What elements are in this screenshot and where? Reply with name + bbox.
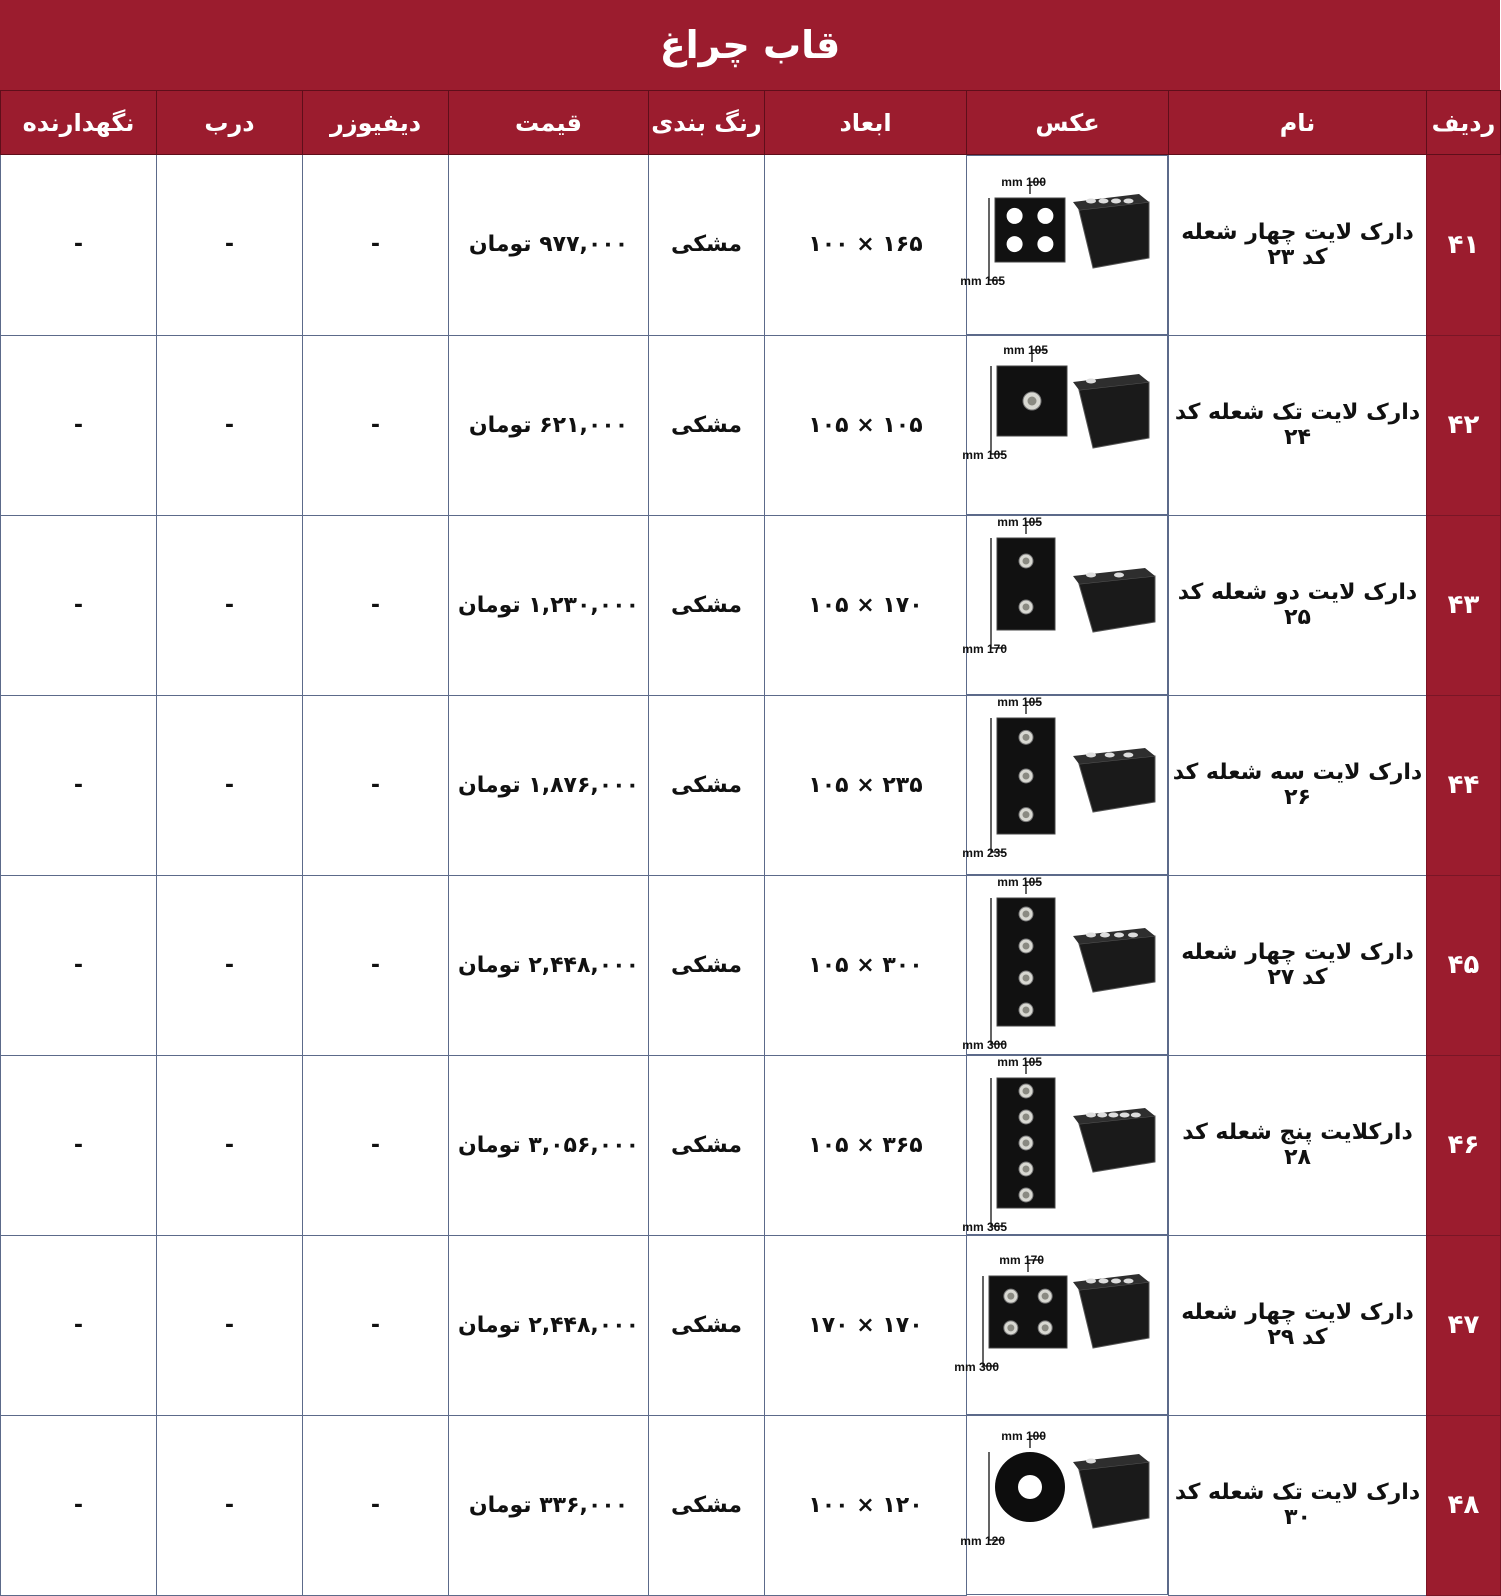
table-row: [1, 875, 1501, 1055]
photo-width-label: 100 mm: [1001, 1429, 1046, 1443]
product-dimensions: ۱۰۵ × ۱۷۰: [765, 515, 967, 695]
photo-length-label: 365 mm: [962, 1220, 1007, 1234]
product-photo: [960, 155, 1168, 335]
photo-length-label: 120 mm: [960, 1534, 1005, 1548]
product-name: دارک لایت چهار شعله کد ۲۷: [1169, 875, 1427, 1055]
product-color: مشکی: [649, 335, 765, 515]
product-price: ۲,۴۴۸,۰۰۰ تومان: [449, 1235, 649, 1415]
product-price: ۱,۸۷۶,۰۰۰ تومان: [449, 695, 649, 875]
photo-width-label: 105 mm: [997, 875, 1042, 889]
header-row: [1, 91, 1501, 155]
product-color: مشکی: [649, 155, 765, 336]
col-header-color: رنگ بندی: [649, 91, 765, 155]
diffuser-value: -: [303, 335, 449, 515]
product-color: مشکی: [649, 875, 765, 1055]
product-photo: [962, 695, 1168, 875]
photo-width-label: 105 mm: [1003, 343, 1048, 357]
door-value: -: [157, 1415, 303, 1595]
diffuser-value: -: [303, 875, 449, 1055]
holder-value: -: [1, 1055, 157, 1235]
product-photo-image: [962, 695, 1167, 868]
holder-value: -: [1, 1415, 157, 1595]
door-value: -: [157, 875, 303, 1055]
photo-length-label: 170 mm: [962, 642, 1007, 656]
photo-length-label: 165 mm: [960, 274, 1005, 288]
table-row: [1, 1235, 1501, 1415]
product-photo: [962, 875, 1168, 1055]
diffuser-value: -: [303, 1055, 449, 1235]
product-color: مشکی: [649, 1415, 765, 1595]
col-header-name: نام: [1169, 91, 1427, 155]
product-photo-image: [962, 875, 1167, 1052]
row-number: ۴۱: [1427, 155, 1501, 336]
door-value: -: [157, 515, 303, 695]
product-dimensions: ۱۰۰ × ۱۶۵: [765, 155, 967, 336]
door-value: -: [157, 1235, 303, 1415]
col-header-row: ردیف: [1427, 91, 1501, 155]
photo-width-label: 100 mm: [1001, 175, 1046, 189]
product-name: دارک لایت دو شعله کد ۲۵: [1169, 515, 1427, 695]
product-dimensions: ۱۰۵ × ۳۶۵: [765, 1055, 967, 1235]
table-row: [1, 155, 1501, 336]
product-photo: [962, 515, 1168, 695]
table-row: [1, 515, 1501, 695]
col-header-door: درب: [157, 91, 303, 155]
product-name: دارک لایت چهار شعله کد ۲۹: [1169, 1235, 1427, 1415]
photo-length-label: 300 mm: [962, 1038, 1007, 1052]
product-dimensions: ۱۰۰ × ۱۲۰: [765, 1415, 967, 1595]
product-color: مشکی: [649, 1235, 765, 1415]
diffuser-value: -: [303, 155, 449, 336]
product-dimensions: ۱۰۵ × ۳۰۰: [765, 875, 967, 1055]
product-color: مشکی: [649, 695, 765, 875]
product-color: مشکی: [649, 515, 765, 695]
product-photo: [954, 1235, 1168, 1415]
table-row: [1, 1055, 1501, 1235]
photo-width-label: 170 mm: [999, 1253, 1044, 1267]
row-number: ۴۸: [1427, 1415, 1501, 1595]
product-price: ۲,۴۴۸,۰۰۰ تومان: [449, 875, 649, 1055]
holder-value: -: [1, 335, 157, 515]
product-price: ۹۷۷,۰۰۰ تومان: [449, 155, 649, 336]
page-title: قاب چراغ: [0, 0, 1500, 91]
product-dimensions: ۱۰۵ × ۱۰۵: [765, 335, 967, 515]
row-number: ۴۶: [1427, 1055, 1501, 1235]
product-photo-image: [962, 336, 1167, 508]
product-photo-image: [960, 156, 1167, 328]
photo-width-label: 105 mm: [997, 695, 1042, 709]
row-number: ۴۷: [1427, 1235, 1501, 1415]
photo-length-label: 235 mm: [962, 846, 1007, 860]
product-photo: [962, 1055, 1168, 1235]
product-name: دارک لایت تک شعله کد ۳۰: [1169, 1415, 1427, 1595]
product-color: مشکی: [649, 1055, 765, 1235]
diffuser-value: -: [303, 515, 449, 695]
row-number: ۴۳: [1427, 515, 1501, 695]
row-number: ۴۴: [1427, 695, 1501, 875]
row-number: ۴۲: [1427, 335, 1501, 515]
col-header-diffuser: دیفیوزر: [303, 91, 449, 155]
door-value: -: [157, 155, 303, 336]
product-photo-image: [962, 515, 1167, 688]
product-photo-image: [960, 1416, 1167, 1588]
holder-value: -: [1, 155, 157, 336]
photo-length-label: 105 mm: [962, 448, 1007, 462]
diffuser-value: -: [303, 1235, 449, 1415]
product-dimensions: ۱۰۵ × ۲۳۵: [765, 695, 967, 875]
door-value: -: [157, 695, 303, 875]
product-photo: [962, 335, 1168, 515]
product-price: ۳۳۶,۰۰۰ تومان: [449, 1415, 649, 1595]
holder-value: -: [1, 1235, 157, 1415]
product-photo: [960, 1415, 1168, 1595]
product-name: دارکلایت پنج شعله کد ۲۸: [1169, 1055, 1427, 1235]
table-row: [1, 695, 1501, 875]
product-price: ۳,۰۵۶,۰۰۰ تومان: [449, 1055, 649, 1235]
product-price: ۱,۲۳۰,۰۰۰ تومان: [449, 515, 649, 695]
holder-value: -: [1, 875, 157, 1055]
row-number: ۴۵: [1427, 875, 1501, 1055]
product-table: [0, 90, 1501, 1596]
product-photo-image: [954, 1236, 1167, 1408]
door-value: -: [157, 1055, 303, 1235]
product-name: دارک لایت چهار شعله کد ۲۳: [1169, 155, 1427, 336]
product-name: دارک لایت تک شعله کد ۲۴: [1169, 335, 1427, 515]
table-row: [1, 335, 1501, 515]
col-header-holder: نگهدارنده: [1, 91, 157, 155]
product-photo-image: [962, 1055, 1167, 1234]
diffuser-value: -: [303, 1415, 449, 1595]
table-row: [1, 1415, 1501, 1595]
col-header-photo: عکس: [967, 91, 1169, 155]
col-header-dims: ابعاد: [765, 91, 967, 155]
photo-width-label: 105 mm: [997, 1055, 1042, 1069]
col-header-price: قیمت: [449, 91, 649, 155]
product-name: دارک لایت سه شعله کد ۲۶: [1169, 695, 1427, 875]
photo-length-label: 300 mm: [954, 1360, 999, 1374]
photo-width-label: 105 mm: [997, 515, 1042, 529]
holder-value: -: [1, 695, 157, 875]
product-price: ۶۲۱,۰۰۰ تومان: [449, 335, 649, 515]
holder-value: -: [1, 515, 157, 695]
diffuser-value: -: [303, 695, 449, 875]
product-dimensions: ۱۷۰ × ۱۷۰: [765, 1235, 967, 1415]
door-value: -: [157, 335, 303, 515]
